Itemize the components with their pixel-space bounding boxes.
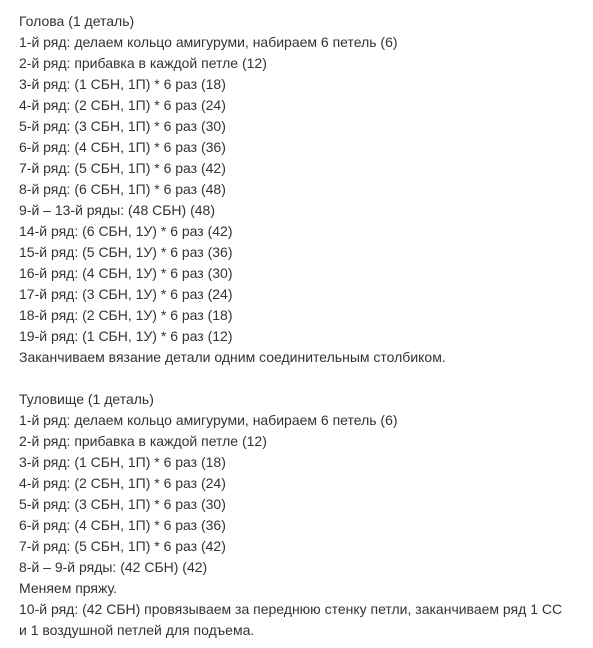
instruction-line: Заканчиваем вязание детали одним соединительным столбиком. [19,349,446,365]
instruction-line: 19-й ряд: (1 СБН, 1У) * 6 раз (12) [19,328,233,344]
instruction-line: 3-й ряд: (1 СБН, 1П) * 6 раз (18) [19,76,226,92]
instruction-line: 7-й ряд: (5 СБН, 1П) * 6 раз (42) [19,160,226,176]
instruction-line: 14-й ряд: (6 СБН, 1У) * 6 раз (42) [19,223,233,239]
instruction-line: 17-й ряд: (3 СБН, 1У) * 6 раз (24) [19,286,233,302]
instruction-line: 6-й ряд: (4 СБН, 1П) * 6 раз (36) [19,139,226,155]
instruction-line: 8-й ряд: (6 СБН, 1П) * 6 раз (48) [19,181,226,197]
instruction-line: 1-й ряд: делаем кольцо амигуруми, набираем 6 петель (6) [19,34,398,50]
instruction-line: и 1 воздушной петлей для подъема. [19,622,255,638]
section-title-head: Голова (1 деталь) [19,13,135,29]
instruction-line: 3-й ряд: (1 СБН, 1П) * 6 раз (18) [19,454,226,470]
instruction-line: 9-й – 13-й ряды: (48 СБН) (48) [19,202,215,218]
instruction-line: 16-й ряд: (4 СБН, 1У) * 6 раз (30) [19,265,233,281]
instruction-line: 5-й ряд: (3 СБН, 1П) * 6 раз (30) [19,496,226,512]
instruction-line: 2-й ряд: прибавка в каждой петле (12) [19,55,267,71]
pattern-document [19,11,579,641]
instruction-line: 7-й ряд: (5 СБН, 1П) * 6 раз (42) [19,538,226,554]
instruction-line: 4-й ряд: (2 СБН, 1П) * 6 раз (24) [19,97,226,113]
instruction-line: 1-й ряд: делаем кольцо амигуруми, набираем 6 петель (6) [19,412,398,428]
instruction-line: 15-й ряд: (5 СБН, 1У) * 6 раз (36) [19,244,233,260]
instruction-line: 6-й ряд: (4 СБН, 1П) * 6 раз (36) [19,517,226,533]
instruction-line: Меняем пряжу. [19,580,118,596]
instruction-line: 18-й ряд: (2 СБН, 1У) * 6 раз (18) [19,307,233,323]
instruction-line: 10-й ряд: (42 СБН) провязываем за переднюю стенку петли, заканчиваем ряд 1 СС [19,601,563,617]
section-spacer [19,368,579,389]
instruction-line: 4-й ряд: (2 СБН, 1П) * 6 раз (24) [19,475,226,491]
instruction-line: 2-й ряд: прибавка в каждой петле (12) [19,433,267,449]
instruction-line: 5-й ряд: (3 СБН, 1П) * 6 раз (30) [19,118,226,134]
section-title-body: Туловище (1 деталь) [19,391,154,407]
instruction-line: 8-й – 9-й ряды: (42 СБН) (42) [19,559,208,575]
